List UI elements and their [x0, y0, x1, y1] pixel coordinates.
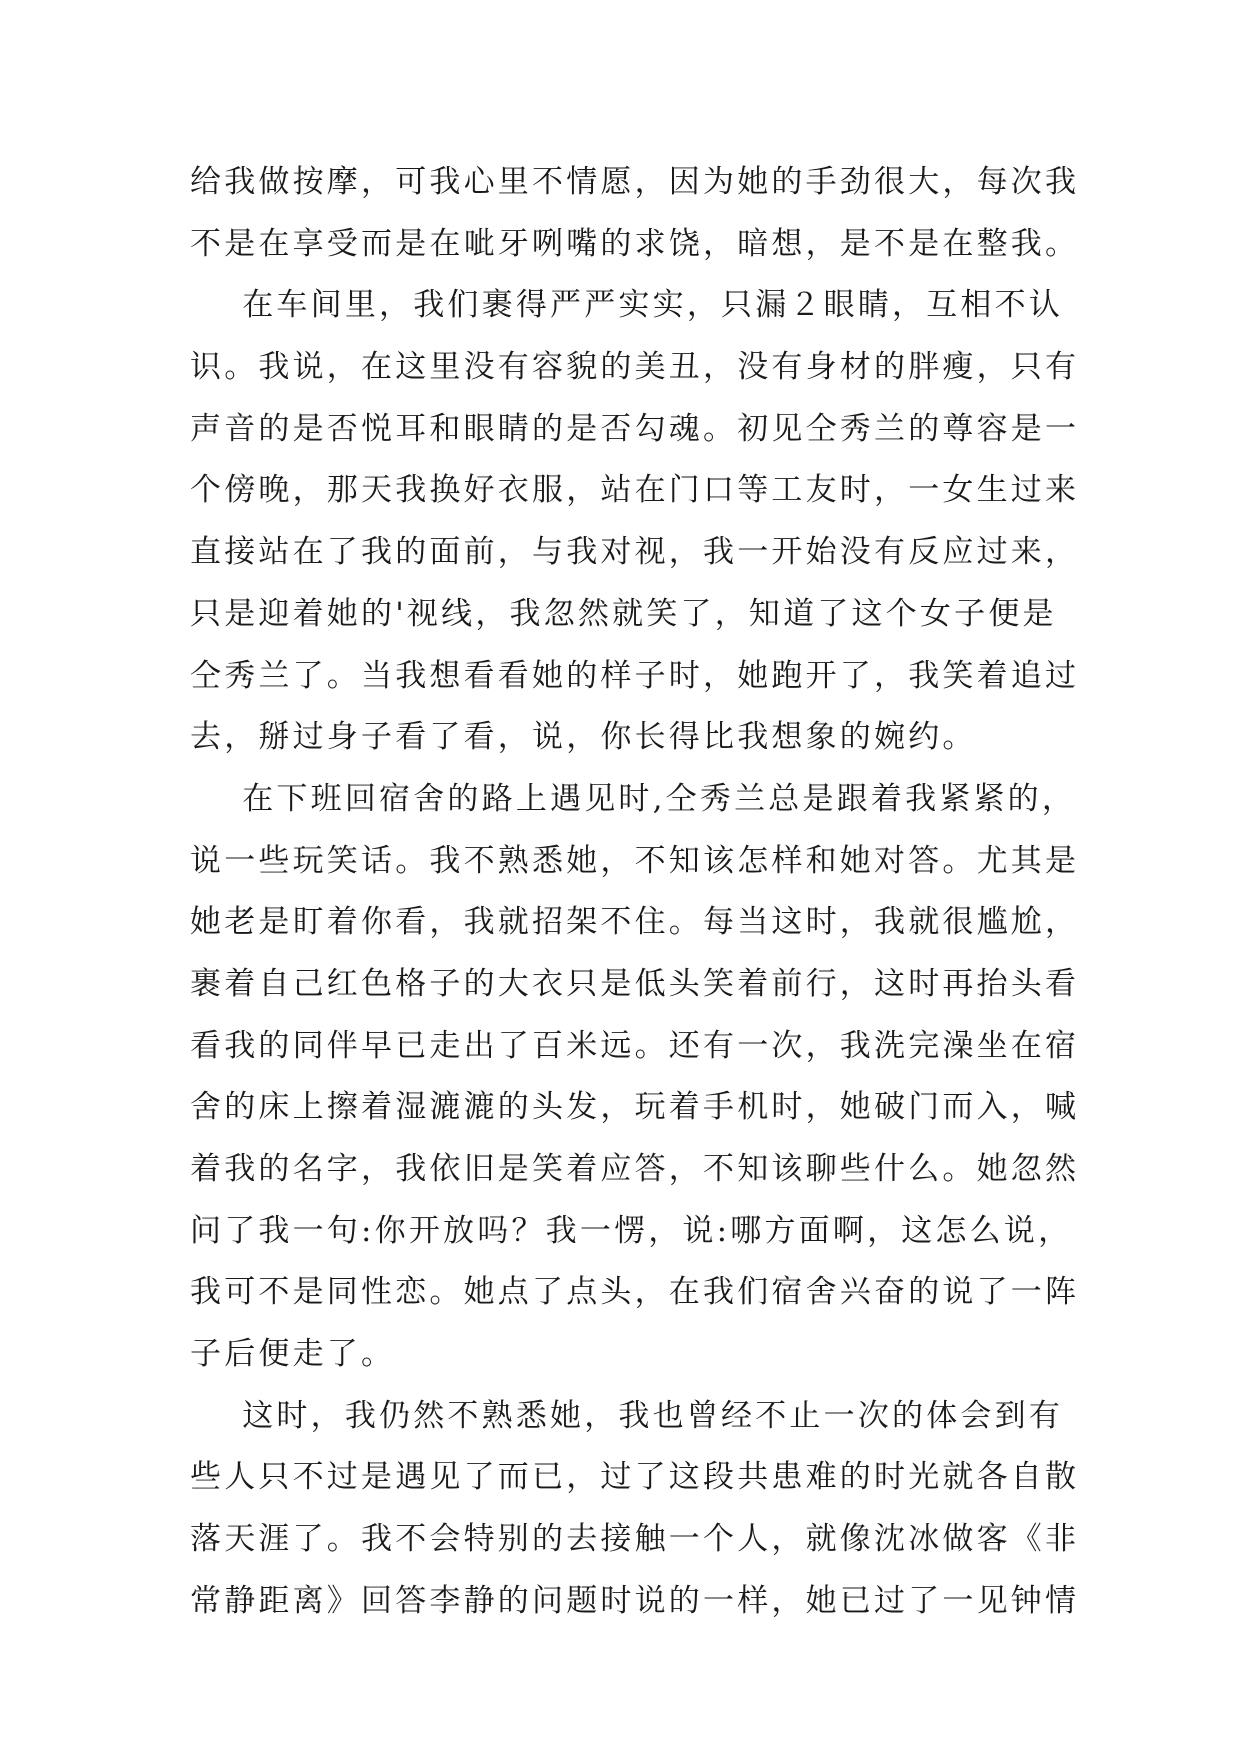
text-line: 我可不是同性恋。她点了点头，在我们宿舍兴奋的说了一阵	[190, 1274, 1080, 1311]
text-line: 只是迎着她的'视线，我忽然就笑了，知道了这个女子便是	[190, 595, 1057, 632]
text-line: 去，掰过身子看了看，说，你长得比我想象的婉约。	[190, 719, 977, 756]
text-line: 声音的是否悦耳和眼睛的是否勾魂。初见仝秀兰的尊容是一	[190, 410, 1080, 447]
text-line: 常静距离》回答李静的问题时说的一样，她已过了一见钟情	[190, 1582, 1080, 1619]
text-line: 识。我说，在这里没有容貌的美丑，没有身材的胖瘦，只有	[190, 349, 1080, 386]
text-line: 不是在享受而是在呲牙咧嘴的求饶，暗想，是不是在整我。	[190, 225, 1080, 262]
text-line: 给我做按摩，可我心里不情愿，因为她的手劲很大，每次我	[190, 164, 1080, 200]
text-line: 落天涯了。我不会特别的去接触一个人，就像沈冰做客《非	[190, 1521, 1080, 1558]
text-line: 子后便走了。	[190, 1336, 396, 1373]
text-line: 问了我一句:你开放吗？我一愣，说:哪方面啊，这怎么说，	[190, 1212, 1073, 1249]
text-line: 些人只不过是遇见了而已，过了这段共患难的时光就各自散	[190, 1459, 1080, 1496]
text-line: 在下班回宿舍的路上遇见时,仝秀兰总是跟着我紧紧的，	[190, 780, 1077, 817]
text-line: 裹着自己红色格子的大衣只是低头笑着前行，这时再抬头看	[190, 965, 1080, 1002]
text-line: 着我的名字，我依旧是笑着应答，不知该聊些什么。她忽然	[190, 1151, 1080, 1187]
text-line: 舍的床上擦着湿漉漉的头发，玩着手机时，她破门而入，喊	[190, 1089, 1080, 1126]
text-line: 说一些玩笑话。我不熟悉她，不知该怎样和她对答。尤其是	[190, 842, 1080, 879]
text-line: 仝秀兰了。当我想看看她的样子时，她跑开了，我笑着追过	[190, 657, 1080, 694]
text-line: 在车间里，我们裹得严严实实，只漏２眼睛，互相不认	[190, 287, 1064, 324]
text-line: 她老是盯着你看，我就招架不住。每当这时，我就很尴尬，	[190, 904, 1080, 941]
text-line: 直接站在了我的面前，与我对视，我一开始没有反应过来，	[190, 534, 1080, 571]
document-body	[190, 152, 1080, 1633]
text-line: 看我的同伴早已走出了百米远。还有一次，我洗完澡坐在宿	[190, 1027, 1080, 1064]
text-line: 个傍晚，那天我换好衣服，站在门口等工友时，一女生过来	[190, 472, 1080, 509]
text-line: 这时，我仍然不熟悉她，我也曾经不止一次的体会到有	[190, 1397, 1064, 1434]
